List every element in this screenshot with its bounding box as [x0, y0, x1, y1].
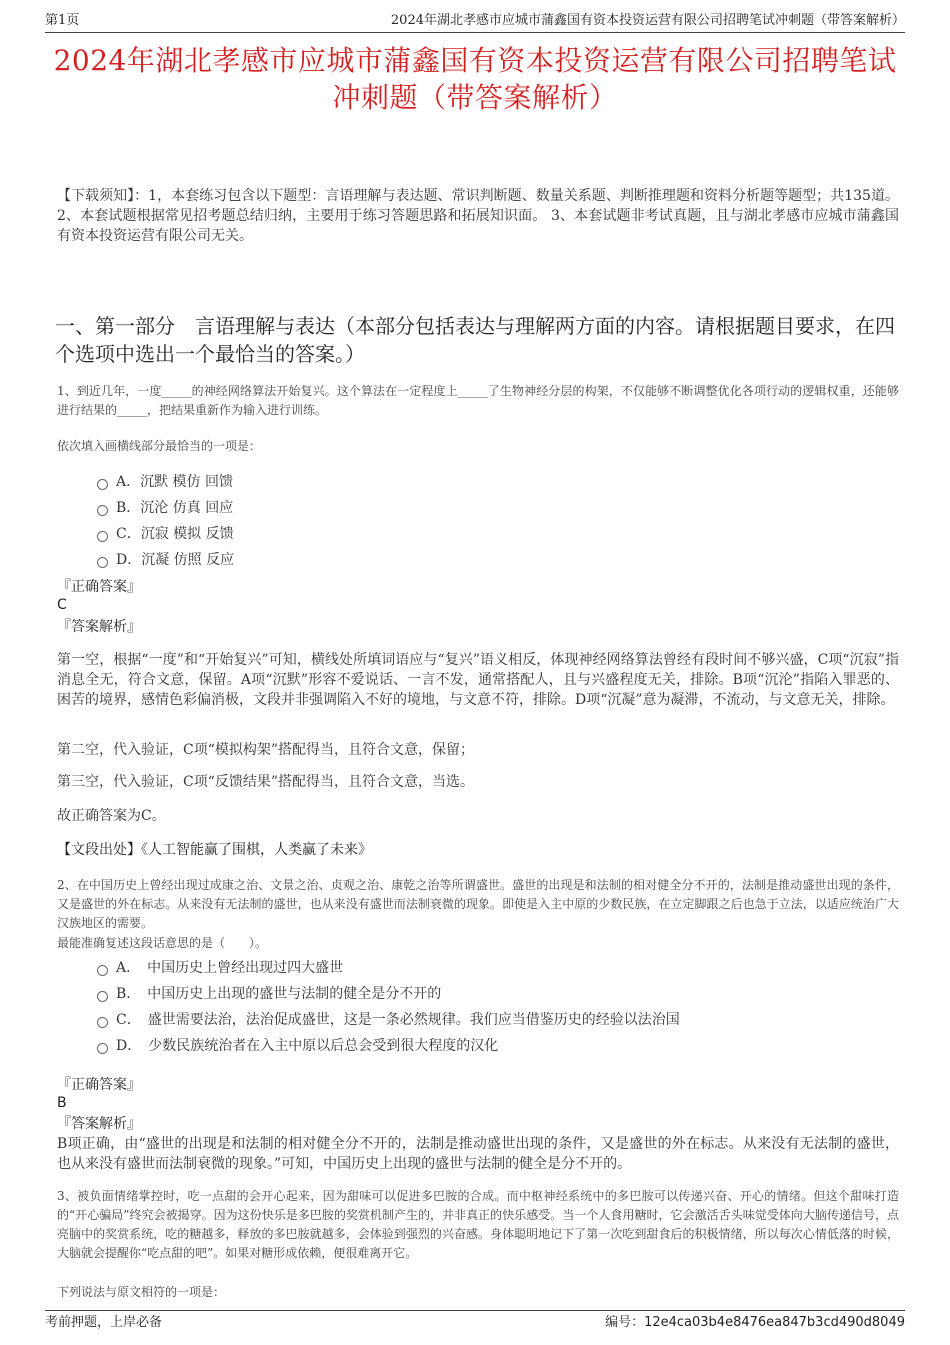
question-1-option-c[interactable] [97, 524, 234, 544]
code-label: 编号： [605, 1315, 645, 1330]
radio-icon[interactable] [97, 1043, 108, 1054]
question-1-option-a[interactable] [97, 472, 233, 492]
option-label: B． 中国历史上出现的盛世与法制的健全是分不开的 [116, 986, 442, 1002]
analysis-paragraph: 第一空，根据“一度”和“开始复兴”可知，横线处所填词语应与“复兴”语义相反，体现神经网络算法曾经有段时间不够兴盛，C项“沉寂”指消息全无，符合文意，保留。A项“沉默”形容不爱说话、一言不发，通常搭配人，且与兴盛程度无关，排除。B项“沉沦”指陷入罪恶的、困苦的境界，感情色彩偏消极，文段并非强调陷入不好的境地，与文意不符，排除。D项“沉凝”意为凝滞，不流动，与文意无关，排除。 [57, 652, 899, 708]
question-3-stem: 3、被负面情绪掌控时，吃一点甜的会开心起来，因为甜味可以促进多巴胺的合成。而中枢神经系统中的多巴胺可以传递兴奋、开心的情绪。但这个甜味打造的“开心骗局”终究会被揭穿。因为这份快乐是多巴胺的奖赏机制产生的，并非真正的快乐感受。当一个人食用糖时，它会激活舌头味觉受体向大脑传递信号，点亮脑中的奖赏系统，吃的糖越多，释放的多巴胺就越多，会体验到强烈的兴奋感。身体聪明地记下了第一次吃到甜食后的积极情绪，所以每次心情低落的时候，大脑就会提醒你“吃点甜的吧”。如果对糖形成依赖，便很难离开它。 [57, 1189, 899, 1260]
option-label: A．沉默 模仿 回馈 [116, 474, 234, 490]
correct-answer-label: 『正确答案』 [57, 579, 141, 595]
question-1-option-b[interactable] [97, 498, 233, 518]
radio-icon[interactable] [97, 965, 108, 976]
running-title: 2024年湖北孝感市应城市蒲鑫国有资本投资运营有限公司招聘笔试冲刺题（带答案解析） [390, 13, 905, 28]
option-label: A． 中国历史上曾经出现过四大盛世 [116, 960, 344, 976]
download-notice: 【下载须知】：1，本套练习包含以下题型：言语理解与表达题、常识判断题、数量关系题、判断推理题和资料分析题等题型；共135道。 2、本套试题根据常见招考题总结归纳，主要用于练习答题思路和拓展知识面。 3、本套试题非考试真题，且与湖北孝感市应城市蒲鑫国有资本投资运营有限公司无关。 [57, 188, 899, 244]
radio-icon[interactable] [97, 531, 108, 542]
question-2-prompt: 最能准确复述这段话意思的是（ ）。 [57, 936, 268, 950]
question-2-option-d[interactable] [97, 1036, 498, 1056]
analysis-label: 『答案解析』 [57, 1116, 141, 1132]
analysis-paragraph: 第三空，代入验证，C项“反馈结果”搭配得当，且符合文意，当选。 [57, 774, 475, 790]
option-label: C．沉寂 模拟 反馈 [116, 526, 234, 542]
radio-icon[interactable] [97, 505, 108, 516]
correct-answer: C [57, 597, 67, 613]
question-3-prompt: 下列说法与原文相符的一项是： [57, 1285, 226, 1299]
analysis-paragraph: 故正确答案为C。 [57, 808, 166, 824]
option-label: D．沉凝 仿照 反应 [116, 552, 235, 568]
question-2-option-c[interactable] [97, 1010, 680, 1030]
analysis-label: 『答案解析』 [57, 619, 141, 635]
footer-divider [45, 1310, 905, 1311]
section-heading: 一、第一部分 言语理解与表达（本部分包括表达与理解两方面的内容。请根据题目要求，在四个选项中选出一个最恰当的答案。） [55, 314, 895, 366]
radio-icon[interactable] [97, 557, 108, 568]
header-divider [45, 32, 905, 33]
question-1-stem: 1、到近几年，一度_____的神经网络算法开始复兴。这个算法在一定程度上_____了生物神经分层的构架，不仅能够不断调整优化各项行动的逻辑权重，还能够进行结果的_____，把结果重新作为输入进行训练。 [57, 384, 899, 417]
question-2-option-a[interactable] [97, 958, 343, 978]
option-label: D． 少数民族统治者在入主中原以后总会受到很大程度的汉化 [116, 1038, 499, 1054]
footer-slogan: 考前押题，上岸必备 [45, 1315, 163, 1330]
document-code [605, 1314, 905, 1332]
radio-icon[interactable] [97, 1017, 108, 1028]
question-1-option-d[interactable] [97, 550, 234, 570]
radio-icon[interactable] [97, 991, 108, 1002]
question-2-option-b[interactable] [97, 984, 441, 1004]
analysis-paragraph: 第二空，代入验证，C项“模拟构架”搭配得当，且符合文意，保留； [57, 742, 475, 758]
analysis-paragraph: B项正确，由“盛世的出现是和法制的相对健全分不开的，法制是推动盛世出现的条件，又是盛世的外在标志。从来没有无法制的盛世，也从来没有盛世而法制衰微的现象。”可知，中国历史上出现的盛世与法制的健全是分不开的。 [57, 1136, 899, 1172]
code-value: 12e4ca03b4e8476ea847b3cd490d8049 [644, 1315, 905, 1330]
radio-icon[interactable] [97, 479, 108, 490]
page-number: 第1页 [45, 13, 80, 28]
page-title: 2024年湖北孝感市应城市蒲鑫国有资本投资运营有限公司招聘笔试冲刺题（带答案解析） [53, 44, 897, 114]
option-label: B．沉沦 仿真 回应 [116, 500, 234, 516]
question-2-stem: 2、在中国历史上曾经出现过成康之治、文景之治、贞观之治、康乾之治等所谓盛世。盛世的出现是和法制的相对健全分不开的，法制是推动盛世出现的条件，又是盛世的外在标志。从来没有无法制的盛世，也从来没有盛世而法制衰微的现象。即使是入主中原的少数民族，在立定脚跟之后也急于立法，以适应统治广大汉族地区的需要。 [57, 878, 899, 930]
correct-answer-label: 『正确答案』 [57, 1077, 141, 1093]
correct-answer: B [57, 1095, 67, 1111]
option-label: C． 盛世需要法治，法治促成盛世，这是一条必然规律。我们应当借鉴历史的经验以法治国 [116, 1012, 680, 1028]
source-citation: 【文段出处】《人工智能赢了围棋，人类赢了未来》 [57, 842, 372, 858]
question-1-prompt: 依次填入画横线部分最恰当的一项是： [57, 439, 262, 453]
